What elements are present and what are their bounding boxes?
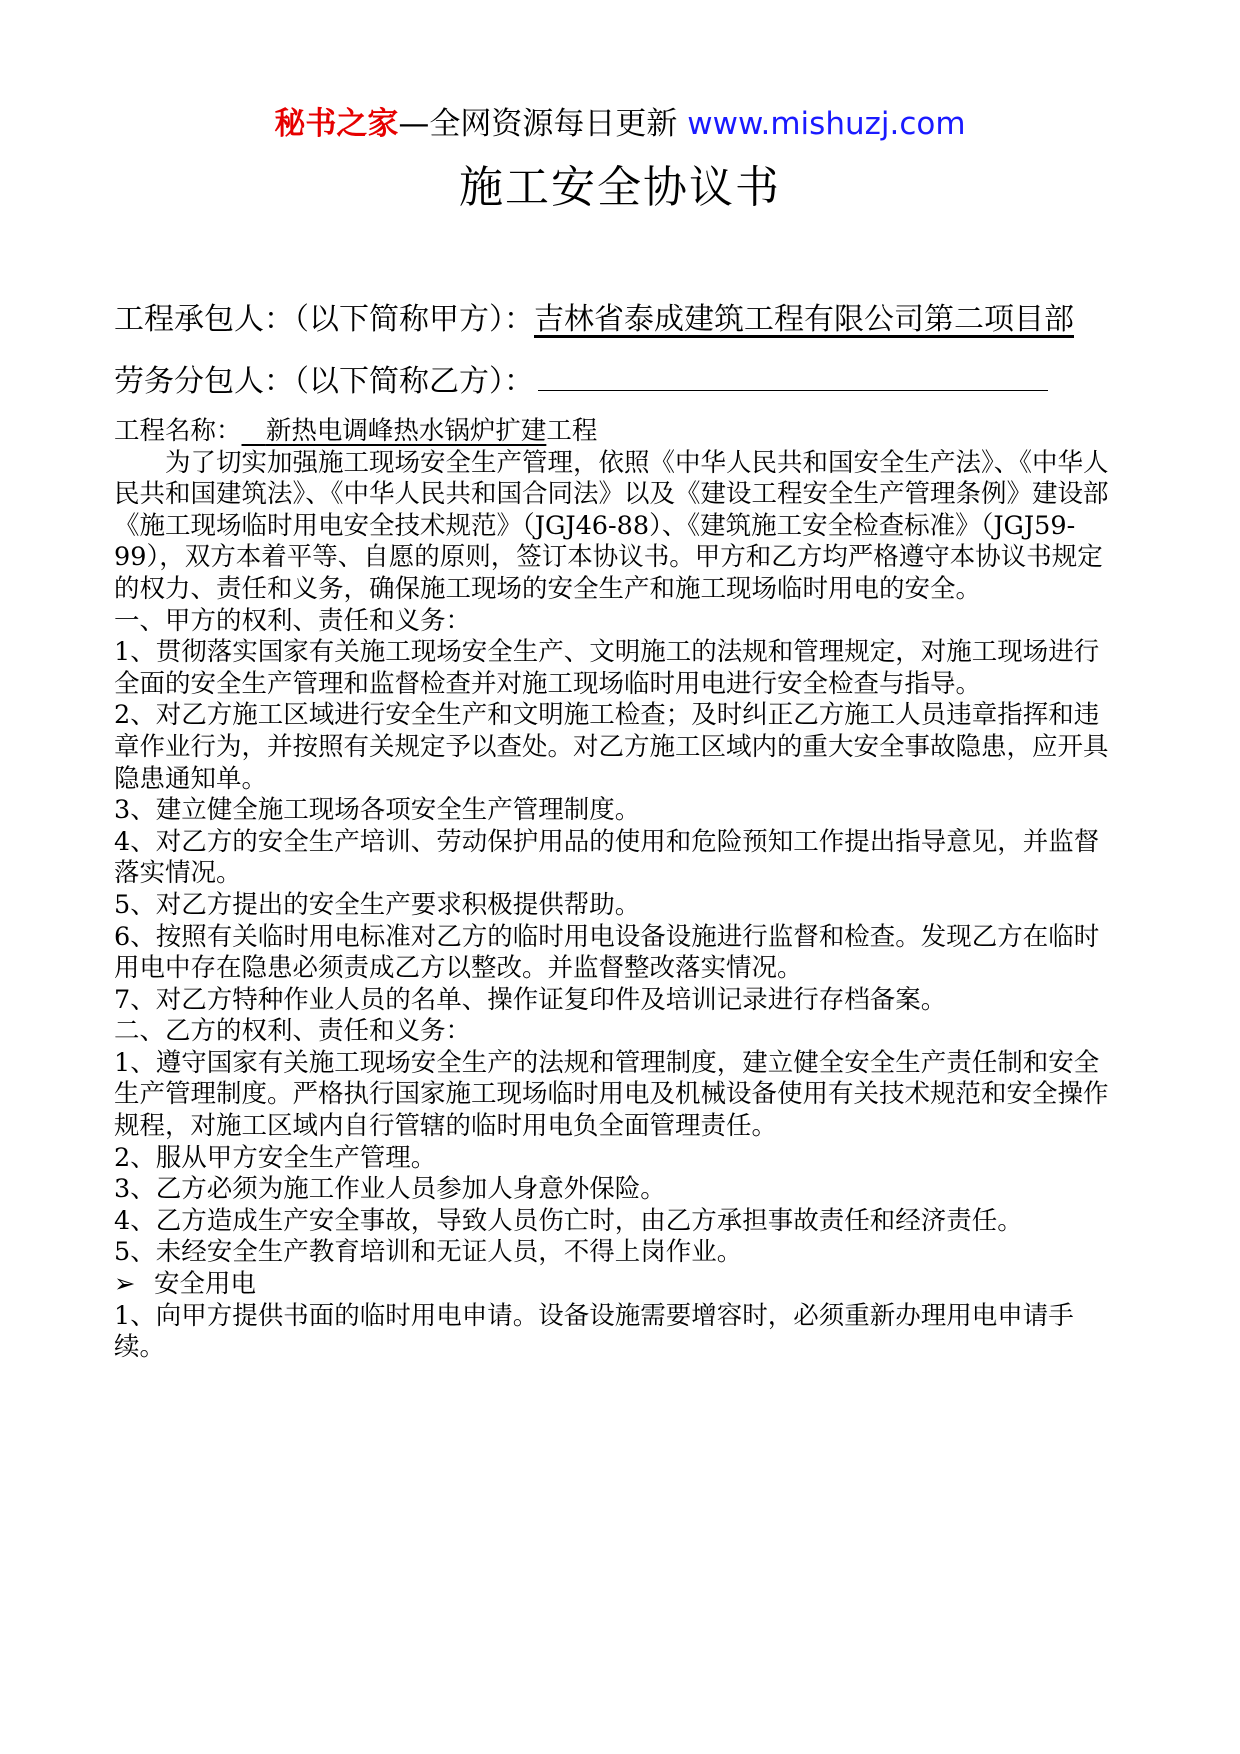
website-link[interactable]: www.mishuzj.com	[687, 106, 966, 142]
brand-name: 秘书之家	[274, 106, 399, 142]
project-value-wrap	[242, 416, 547, 446]
party-b-label: 劳务分包人：（以下简称乙方）：	[114, 364, 534, 399]
intro-paragraph: 为了切实加强施工现场安全生产管理，依照《中华人民共和国安全生产法》、《中华人民共和国建筑法》、《中华人民共和国合同法》以及《建设工程安全生产管理条例》建设部《施工现场临时用电安全技术规范》（JGJ46-88）、《建筑施工安全检查标准》（JGJ59-99），双方本着平等、自愿的原则，签订本协议书。甲方和乙方均严格遵守本协议书规定的权力、责任和义务，确保施工现场的安全生产和施工现场临时用电的安全。	[114, 447, 1109, 604]
section-2-item: 4、乙方造成生产安全事故，导致人员伤亡时，由乙方承担事故责任和经济责任。	[114, 1205, 1023, 1236]
section-2-item: 2、服从甲方安全生产管理。	[114, 1142, 437, 1173]
party-a-value: 吉林省泰成建筑工程有限公司第二项目部	[534, 302, 1074, 337]
section-1-item: 5、对乙方提出的安全生产要求积极提供帮助。	[114, 889, 641, 920]
section-1-item: 3、建立健全施工现场各项安全生产管理制度。	[114, 795, 641, 826]
project-label: 工程名称：	[114, 416, 242, 446]
party-b-line	[114, 360, 1124, 404]
party-a-line	[114, 298, 1124, 342]
document-title: 施工安全协议书	[459, 162, 781, 213]
section-1-item: 4、对乙方的安全生产培训、劳动保护用品的使用和危险预知工作提出指导意见，并监督落实情况。	[114, 826, 1100, 889]
section-1-item: 7、对乙方特种作业人员的名单、操作证复印件及培训记录进行存档备案。	[114, 984, 947, 1015]
section-3-item: 1、向甲方提供书面的临时用电申请。设备设施需要增容时，必须重新办理用电申请手续。	[114, 1300, 1074, 1363]
project-suffix: 工程	[546, 416, 598, 446]
project-value: 新热电调峰热水锅炉扩建	[265, 416, 547, 446]
section-3-heading-line	[114, 1269, 1124, 1301]
party-b-blank	[538, 368, 1048, 391]
document-body	[114, 298, 1124, 1364]
banner-slogan: —全网资源每日更新	[398, 106, 678, 142]
section-1-item: 6、按照有关临时用电标准对乙方的临时用电设备设施进行监督和检查。发现乙方在临时用电中存在隐患必须责成乙方以整改。并监督整改落实情况。	[114, 921, 1100, 984]
arrow-bullet-icon: ➢	[114, 1269, 136, 1300]
party-a-label: 工程承包人：（以下简称甲方）：	[114, 302, 534, 337]
section-2-item: 5、未经安全生产教育培训和无证人员，不得上岗作业。	[114, 1237, 743, 1268]
section-1-heading: 一、甲方的权利、责任和义务：	[114, 605, 472, 636]
section-2-heading: 二、乙方的权利、责任和义务：	[114, 1016, 472, 1047]
project-name-line	[114, 416, 1124, 448]
agreement-text	[114, 416, 1124, 1364]
section-1-item: 1、贯彻落实国家有关施工现场安全生产、文明施工的法规和管理规定，对施工现场进行全面的安全生产管理和监督检查并对施工现场临时用电进行安全检查与指导。	[114, 637, 1100, 699]
site-banner	[0, 104, 1240, 144]
section-2-item: 1、遵守国家有关施工现场安全生产的法规和管理制度，建立健全安全生产责任制和安全生产管理制度。严格执行国家施工现场临时用电及机械设备使用有关技术规范和安全操作规程，对施工区域内自行管辖的临时用电负全面管理责任。	[114, 1047, 1109, 1142]
section-1-item: 2、对乙方施工区域进行安全生产和文明施工检查；及时纠正乙方施工人员违章指挥和违章作业行为，并按照有关规定予以查处。对乙方施工区域内的重大安全事故隐患，应开具隐患通知单。	[114, 700, 1109, 794]
section-3-heading: 安全用电	[154, 1269, 257, 1300]
section-2-item: 3、乙方必须为施工作业人员参加人身意外保险。	[114, 1174, 666, 1205]
